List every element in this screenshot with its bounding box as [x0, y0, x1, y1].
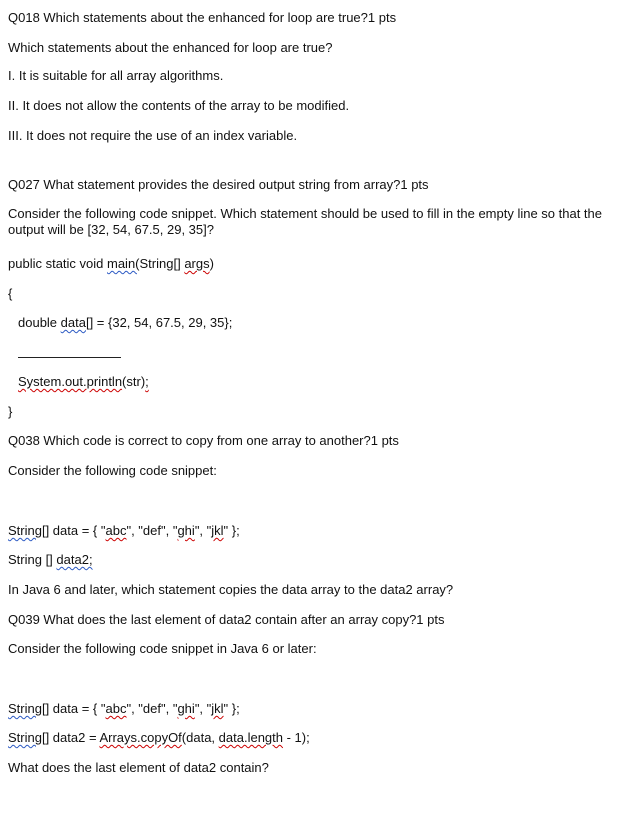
q027-print-statement [18, 374, 149, 390]
code-jkl: jkl [211, 523, 224, 538]
q027-header: Q027 What statement provides the desired output string from array?1 pts [8, 177, 429, 192]
q039-header: Q039 What does the last element of data2 contain after an array copy?1 pts [8, 612, 445, 627]
q038-prompt: Consider the following code snippet: [8, 463, 217, 478]
code-text: ", " [194, 523, 212, 538]
code-data-length: data.length [218, 730, 283, 745]
q039-code-line-2 [8, 730, 310, 746]
sig-post: ) [209, 256, 214, 271]
sig-main: main( [107, 256, 140, 271]
q018-statement-3: III. It does not require the use of an index variable. [8, 128, 298, 143]
q039-prompt: Consider the following code snippet in Java 6 or later: [8, 641, 317, 656]
q018-header: Q018 Which statements about the enhanced for loop are true?1 pts [8, 10, 397, 25]
code-abc: abc [105, 701, 127, 716]
q018-statement-2: II. It does not allow the contents of the array to be modified. [8, 98, 350, 113]
decl-data: data[] [60, 315, 94, 330]
q027-array-declaration [18, 315, 232, 331]
code-text: data2 = [49, 730, 100, 745]
q038-code-line-2 [8, 552, 93, 568]
fill-in-blank-line [18, 357, 121, 358]
code-jkl: jkl [211, 701, 224, 716]
q027-prompt: Consider the following code snippet. Which statement should be used to fill in the empty line so that the output will be [32, 54, 67.5, 29, 35]? [8, 206, 603, 237]
q038-header: Q038 Which code is correct to copy from one array to another?1 pts [8, 433, 399, 448]
code-copyof: Arrays.copyOf [99, 730, 182, 745]
code-string-type: String[] [8, 730, 50, 745]
code-text: data = { " [49, 523, 106, 538]
q018-question: Which statements about the enhanced for loop are true? [8, 40, 333, 55]
q027-open-brace: { [8, 286, 13, 301]
q039-code-line-1 [8, 701, 240, 717]
decl-pre: double [18, 315, 61, 330]
q038-code-line-1 [8, 523, 240, 539]
code-string-type: String[] [8, 701, 50, 716]
code-ghi: ghi [177, 523, 195, 538]
code-text: - 1); [283, 730, 310, 745]
code-text: " }; [223, 701, 240, 716]
sig-string: String[] [139, 256, 185, 271]
code-text: ", "def", " [126, 523, 178, 538]
code-text: (data, [181, 730, 219, 745]
q039-question: What does the last element of data2 contain? [8, 760, 269, 775]
code-string-type: String[] [8, 523, 50, 538]
print-semicolon: ; [145, 374, 149, 389]
q027-close-brace: } [8, 404, 13, 419]
sig-pre: public static void [8, 256, 107, 271]
code-text: " }; [223, 523, 240, 538]
code-text: String [] [8, 552, 57, 567]
print-args: (str) [122, 374, 146, 389]
q018-statement-1: I. It is suitable for all array algorithms. [8, 68, 224, 83]
code-ghi: ghi [177, 701, 195, 716]
code-text: data = { " [49, 701, 106, 716]
code-abc: abc [105, 523, 127, 538]
print-call: System.out.println [18, 374, 123, 389]
code-text: ", "def", " [126, 701, 178, 716]
q038-question: In Java 6 and later, which statement copies the data array to the data2 array? [8, 582, 454, 597]
sig-args: args [184, 256, 210, 271]
decl-post: = {32, 54, 67.5, 29, 35}; [93, 315, 233, 330]
q027-method-signature [8, 256, 214, 272]
code-data2: data2; [56, 552, 93, 567]
code-text: ", " [194, 701, 212, 716]
